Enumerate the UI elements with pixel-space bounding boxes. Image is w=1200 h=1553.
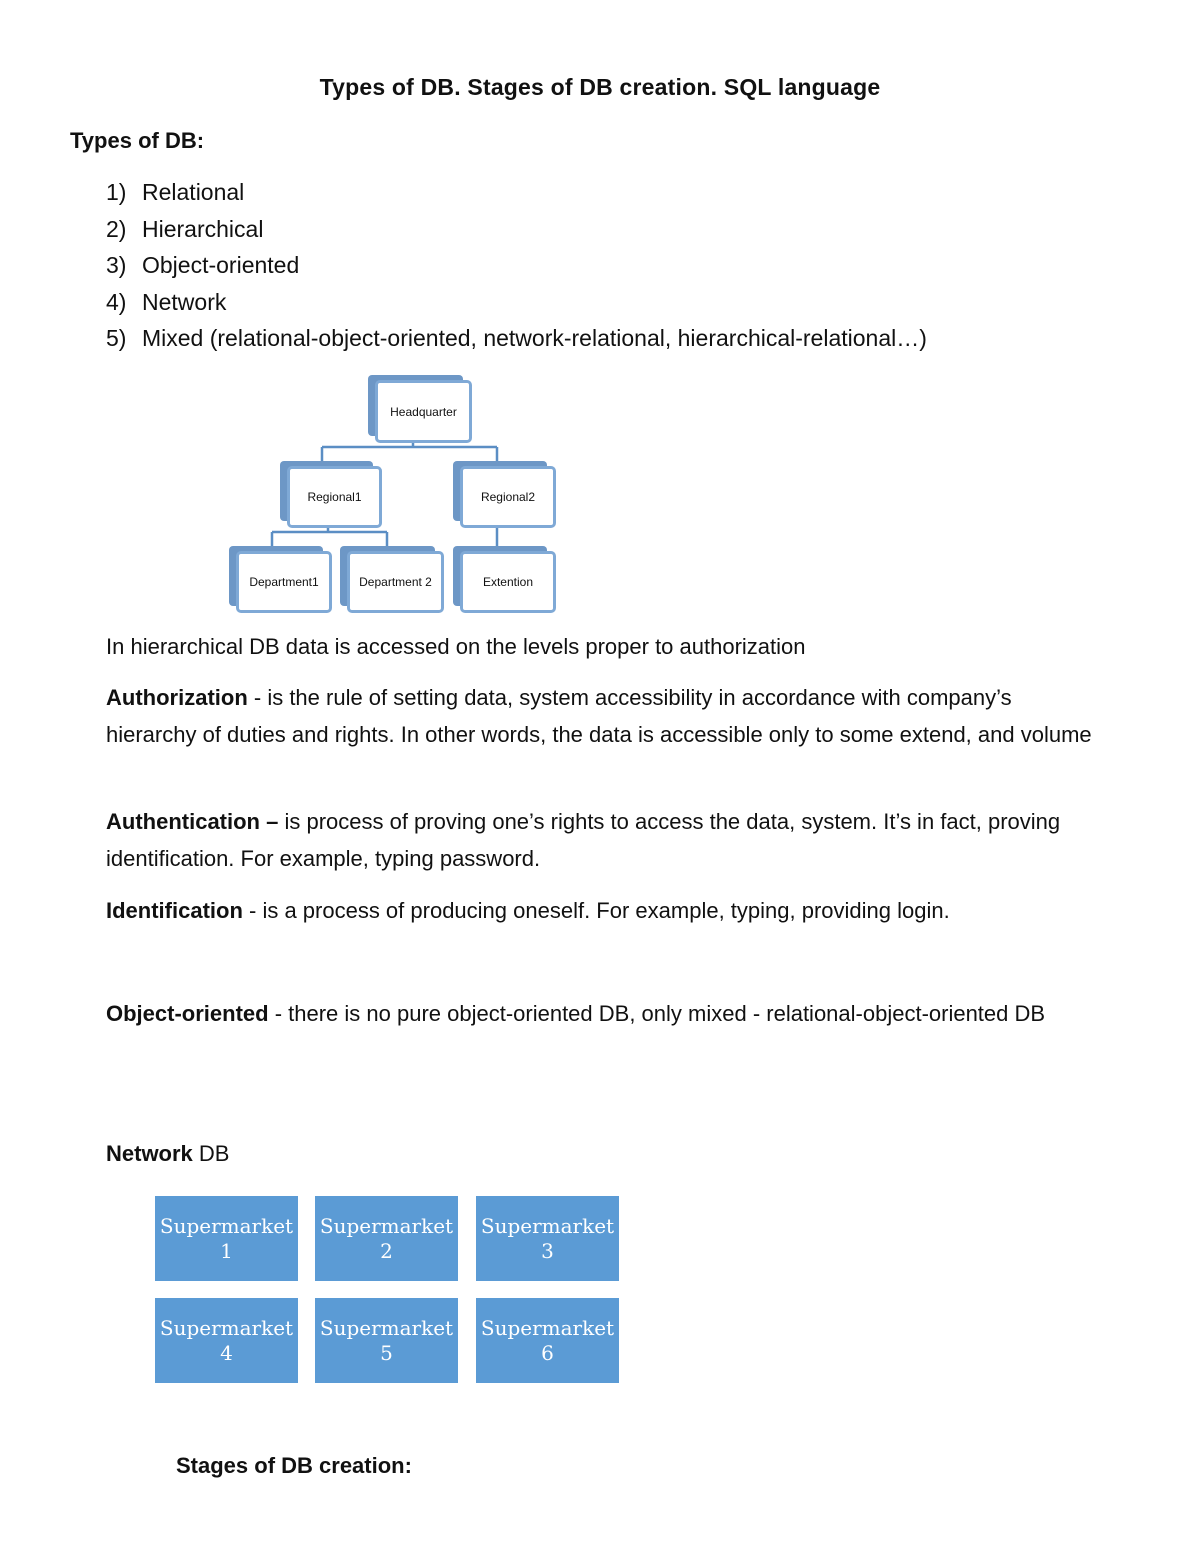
network-node-number: 1 xyxy=(220,1238,233,1263)
hierarchical-note: In hierarchical DB data is accessed on the levels proper to authorization xyxy=(106,634,806,659)
network-node xyxy=(476,1196,619,1281)
list-label: Object-oriented xyxy=(142,252,300,278)
page-title: Types of DB. Stages of DB creation. SQL language xyxy=(319,74,881,100)
list-number: 5) xyxy=(106,325,127,351)
org-node-label: Regional1 xyxy=(307,490,362,504)
network-node-number: 5 xyxy=(380,1340,393,1365)
object-oriented-definition xyxy=(106,996,1106,1033)
list-label: Relational xyxy=(142,179,245,205)
definition-text: - is the rule of setting data, system accessibility in accordance with company’s hierarchy of duties and rights. In other words, the data is accessible only to some extend, and volume xyxy=(106,685,1092,747)
network-node-label: Supermarket xyxy=(159,1213,294,1238)
definition-text: is process of proving one’s rights to access the data, system. It’s in fact, proving identification. For example, typing password. xyxy=(106,809,1061,871)
network-node-label: Supermarket xyxy=(319,1315,454,1340)
definition-term: Authentication – xyxy=(106,809,279,834)
list-label: Hierarchical xyxy=(142,215,264,242)
list-number: 3) xyxy=(106,252,127,278)
org-node-label: Regional2 xyxy=(480,490,536,504)
network-node-number: 3 xyxy=(541,1238,554,1263)
definition-text: - is a process of producing oneself. For example, typing, providing login. xyxy=(242,898,950,923)
org-node-label: Department 2 xyxy=(359,575,432,589)
hierarchy-connectors xyxy=(0,0,1200,620)
org-node-headquarter xyxy=(375,380,472,443)
org-node-department1 xyxy=(236,551,332,613)
definition-text: - there is no pure object-oriented DB, only mixed - relational-object-oriented DB xyxy=(268,1001,1046,1026)
network-heading xyxy=(106,1136,1106,1173)
org-node-label: Department1 xyxy=(249,575,319,589)
network-node-label: Supermarket xyxy=(319,1213,454,1238)
authentication-definition xyxy=(106,804,1106,877)
network-heading-rest: DB xyxy=(192,1141,230,1166)
network-node xyxy=(315,1196,458,1281)
network-node-label: Supermarket xyxy=(159,1315,294,1340)
definition-term: Object-oriented xyxy=(106,1001,269,1026)
org-node-label: Headquarter xyxy=(390,404,457,419)
identification-definition xyxy=(106,893,1146,930)
network-node xyxy=(476,1298,619,1383)
org-node-regional1 xyxy=(287,466,382,528)
list-number: 4) xyxy=(106,288,127,315)
definition-term: Identification xyxy=(106,898,243,923)
network-node-label: Supermarket xyxy=(480,1315,615,1340)
network-node xyxy=(155,1298,298,1383)
list-label: Mixed (relational-object-oriented, network-relational, hierarchical-relational…) xyxy=(142,325,927,351)
list-label: Network xyxy=(142,288,227,315)
org-node-extention xyxy=(460,551,556,613)
list-number: 2) xyxy=(106,215,127,242)
network-node xyxy=(155,1196,298,1281)
network-node-number: 6 xyxy=(541,1340,554,1365)
network-node-label: Supermarket xyxy=(480,1213,615,1238)
network-node-number: 2 xyxy=(380,1238,393,1263)
org-node-regional2 xyxy=(460,466,556,528)
network-heading-bold: Network xyxy=(106,1141,193,1166)
authorization-definition xyxy=(106,680,1106,753)
org-node-label: Extention xyxy=(482,575,534,589)
definition-term: Authorization xyxy=(106,685,248,710)
network-node-number: 4 xyxy=(220,1340,233,1365)
org-node-department2 xyxy=(347,551,444,613)
network-node xyxy=(315,1298,458,1383)
stages-heading: Stages of DB creation: xyxy=(176,1453,412,1478)
types-heading: Types of DB: xyxy=(70,128,205,153)
list-number: 1) xyxy=(106,179,127,205)
